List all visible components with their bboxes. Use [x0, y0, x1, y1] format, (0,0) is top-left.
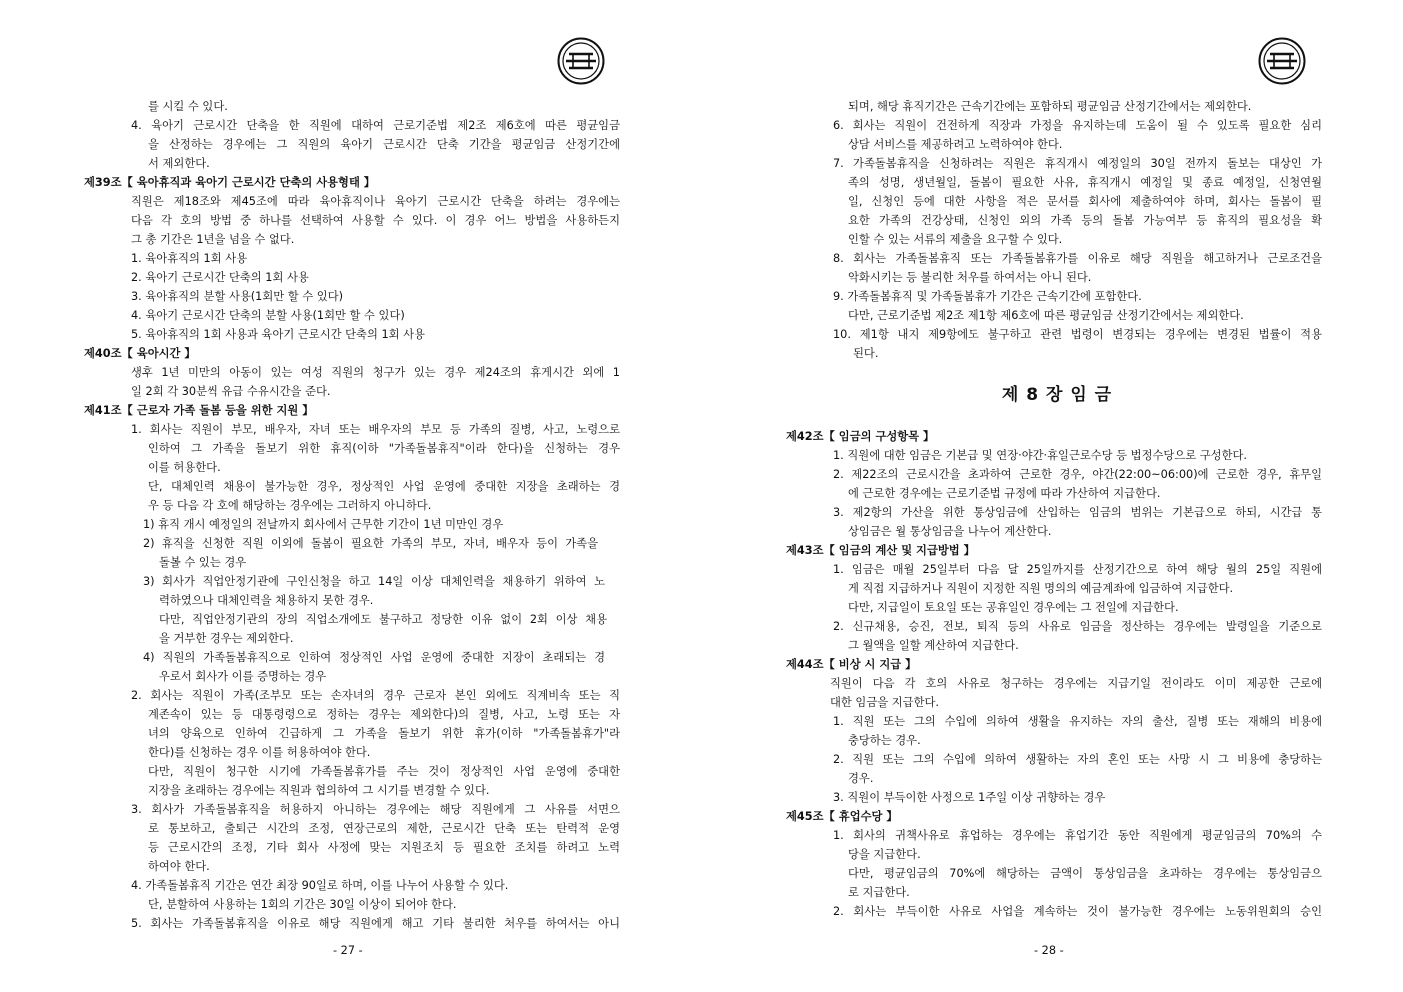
text-line: 2) 휴직을 신청한 직원 이외에 돌봄이 필요한 가족의 부모, 자녀, 배우자 등이 가족을	[143, 537, 598, 550]
text-line: 지장을 초래하는 경우에는 직원과 협의하여 그 시기를 변경할 수 있다.	[148, 784, 490, 797]
text-line: 에 근로한 경우에는 근로기준법 규정에 따라 가산하여 지급한다.	[848, 487, 1161, 500]
article-heading: 제42조【 임금의 구성항목 】	[786, 430, 935, 443]
chapter-title: 제 8 장 임 금	[1001, 385, 1113, 405]
text-line: 1. 회사의 귀책사유로 휴업하는 경우에는 휴업기간 동안 직원에게 평균임금의 70%의 수	[833, 829, 1322, 842]
text-line: 우 등 다음 각 호에 해당하는 경우에는 그러하지 아니하다.	[148, 499, 432, 512]
text-line: 요한 가족의 건강상태, 신청인 외의 가족 등의 돌봄 가능여부 등 휴직의 필요성을 확	[848, 214, 1322, 227]
text-line: 로 지급한다.	[848, 886, 910, 899]
text-line: 한다)를 신청하는 경우 이를 허용하여야 한다.	[148, 746, 371, 759]
text-line: 일, 신청인 등에 대한 사항을 적은 문서를 회사에 제출하여야 하며, 회사는 돌봄이 필	[848, 195, 1322, 208]
text-line: 3. 육아휴직의 분할 사용(1회만 할 수 있다)	[131, 290, 344, 303]
text-line: 단, 대체인력 채용이 불가능한 경우, 정상적인 사업 운영에 중대한 지장을 초래하는 경	[148, 480, 620, 493]
text-line: 1. 직원 또는 그의 수입에 의하여 생활을 유지하는 자의 출산, 질병 또는 재해의 비용에	[833, 715, 1322, 728]
text-line: 2. 신규채용, 승진, 전보, 퇴직 등의 사유로 임금을 정산하는 경우에는 발령일을 기준으로	[833, 620, 1322, 633]
text-line: 을 거부한 경우는 제외한다.	[159, 632, 294, 645]
article-heading: 제44조【 비상 시 지급 】	[786, 658, 917, 671]
text-line: 계존속이 있는 등 대통령령으로 정하는 경우는 제외한다)의 질병, 사고, 노령 또는 자	[148, 708, 620, 721]
text-line: 로 통보하고, 출퇴근 시간의 조정, 연장근로의 제한, 근로시간 단축 또는 탄력적 운영	[148, 822, 620, 835]
text-line: 7. 가족돌봄휴직을 신청하려는 직원은 휴직개시 예정일의 30일 전까지 돌보는 대상인 가	[833, 157, 1322, 170]
text-line: 1) 휴직 개시 예정일의 전날까지 회사에서 근무한 기간이 1년 미만인 경우	[143, 518, 504, 531]
text-line: 2. 육아기 근로시간 단축의 1회 사용	[131, 271, 309, 284]
text-line: 대한 임금을 지급한다.	[830, 696, 939, 709]
text-line: 다만, 직원이 청구한 시기에 가족돌봄휴가를 주는 것이 정상적인 사업 운영에 중대한	[148, 765, 620, 778]
text-line: 2. 회사는 부득이한 사유로 사업을 계속하는 것이 불가능한 경우에는 노동위원회의 승인	[833, 905, 1322, 918]
text-line: 직원이 다음 각 호의 사유로 청구하는 경우에는 지급기일 전이라도 이미 제공한 근로에	[830, 677, 1322, 690]
text-line: 력하였으나 대체인력을 채용하지 못한 경우.	[159, 594, 374, 607]
text-line: 이를 허용한다.	[148, 461, 221, 474]
text-line: 를 시킬 수 있다.	[148, 100, 228, 113]
text-line: 2. 회사는 직원이 가족(조부모 또는 손자녀의 경우 근로자 본인 외에도 직계비속 또는 직	[131, 689, 620, 702]
text-line: 다만, 근로기준법 제2조 제1항 제6호에 따른 평균임금 산정기간에서는 제외한다.	[848, 309, 1244, 322]
text-line: 8. 회사는 가족돌봄휴직 또는 가족돌봄휴가를 이유로 해당 직원을 해고하거나 근로조건을	[833, 252, 1322, 265]
text-line: 게 직접 지급하거나 직원이 지정한 직원 명의의 예금계좌에 입금하여 지급한다.	[848, 582, 1234, 595]
text-line: 단, 분할하여 사용하는 1회의 기간은 30일 이상이 되어야 한다.	[148, 898, 457, 911]
text-line: 족의 성명, 생년월일, 돌봄이 필요한 사유, 휴직개시 예정일 및 종료 예정일, 신청연월	[848, 176, 1322, 189]
text-line: 상임금은 월 통상임금을 나누어 계산한다.	[848, 525, 1052, 538]
text-line: 생후 1년 미만의 아동이 있는 여성 직원의 청구가 있는 경우 제24조의 휴게시간 외에 1	[131, 366, 620, 379]
text-line: 다만, 지급일이 토요일 또는 공휴일인 경우에는 그 전일에 지급한다.	[848, 601, 1179, 614]
text-line: 되며, 해당 휴직기간은 근속기간에는 포함하되 평균임금 산정기간에서는 제외한다.	[848, 100, 1252, 113]
text-line: 2. 직원 또는 그의 수입에 의하여 생활하는 자의 혼인 또는 사망 시 그 비용에 충당하는	[833, 753, 1322, 766]
text-line: 등 근로시간의 조정, 기타 회사 사정에 맞는 지원조치 등 필요한 조치를 하려고 노력	[148, 841, 620, 854]
text-line: 악화시키는 등 불리한 처우를 하여서는 아니 된다.	[848, 271, 1092, 284]
text-line: 9. 가족돌봄휴직 및 가족돌봄휴가 기간은 근속기간에 포함한다.	[833, 290, 1142, 303]
text-line: 4. 가족돌봄휴직 기간은 연간 최장 90일로 하며, 이를 나누어 사용할 수 있다.	[131, 879, 509, 892]
article-heading: 제45조【 휴업수당 】	[786, 810, 898, 823]
text-line: 1. 육아휴직의 1회 사용	[131, 252, 248, 265]
text-line: 5. 회사는 가족돌봄휴직을 이유로 해당 직원에게 해고 기타 불리한 처우를 하여서는 아니	[131, 917, 620, 930]
text-line: 5. 육아휴직의 1회 사용과 육아기 근로시간 단축의 1회 사용	[131, 328, 425, 341]
article-heading: 제39조【 육아휴직과 육아기 근로시간 단축의 사용형태 】	[84, 176, 376, 189]
text-line: 10. 제1항 내지 제9항에도 불구하고 관련 법령이 변경되는 경우에는 변경된 법률이 적용	[833, 328, 1322, 341]
page-number: - 28 -	[1034, 944, 1064, 957]
text-line: 1. 직원에 대한 임금은 기본급 및 연장·야간·휴일근로수당 등 법정수당으로 구성한다.	[833, 449, 1247, 462]
text-line: 인할 수 있는 서류의 제출을 요구할 수 있다.	[848, 233, 1063, 246]
text-line: 6. 회사는 직원이 건전하게 직장과 가정을 유지하는데 도움이 될 수 있도록 필요한 심리	[833, 119, 1322, 132]
page-number: - 27 -	[333, 944, 363, 957]
text-line: 을 산정하는 경우에는 그 직원의 육아기 근로시간 단축 기간을 평균임금 산정기간에	[148, 138, 620, 151]
text-line: 1. 임금은 매월 25일부터 다음 달 25일까지를 산정기간으로 하여 해당 월의 25일 직원에	[833, 563, 1322, 576]
text-line: 3. 직원이 부득이한 사정으로 1주일 이상 귀향하는 경우	[833, 791, 1106, 804]
text-line: 다만, 직업안정기관의 장의 직업소개에도 불구하고 정당한 이유 없이 2회 이상 채용	[159, 613, 607, 626]
article-heading: 제41조【 근로자 가족 돌봄 등을 위한 지원 】	[84, 404, 314, 417]
right-page	[702, 0, 1403, 992]
text-line: 2. 제22조의 근로시간을 초과하여 근로한 경우, 야간(22:00~06:00)에 근로한 경우, 휴무일	[833, 468, 1322, 481]
text-line: 3) 회사가 직업안정기관에 구인신청을 하고 14일 이상 대체인력을 채용하기 위하여 노	[143, 575, 605, 588]
text-line: 우로서 회사가 이를 증명하는 경우	[159, 670, 327, 683]
text-line: 다만, 평균임금의 70%에 해당하는 금액이 통상임금을 초과하는 경우에는 통상임금으	[848, 867, 1322, 880]
text-line: 인하여 그 가족을 돌보기 위한 휴직(이하 "가족돌봄휴직"이라 한다)을 신청하는 경우	[148, 442, 620, 455]
text-line: 돌볼 수 있는 경우	[159, 556, 247, 569]
article-heading: 제43조【 임금의 계산 및 지급방법 】	[786, 544, 975, 557]
text-line: 3. 회사가 가족돌봄휴직을 허용하지 아니하는 경우에는 해당 직원에게 그 사유를 서면으	[131, 803, 620, 816]
text-line: 일 2회 각 30분씩 유급 수유시간을 준다.	[131, 385, 331, 398]
text-line: 경우.	[848, 772, 874, 785]
text-line: 직원은 제18조와 제45조에 따라 육아휴직이나 육아기 근로시간 단축을 하려는 경우에는	[131, 195, 620, 208]
text-line: 녀의 양육으로 인하여 긴급하게 그 가족을 돌보기 위한 휴가(이하 "가족돌봄휴가"라	[148, 727, 620, 740]
text-line: 다음 각 호의 방법 중 하나를 선택하여 사용할 수 있다. 이 경우 어느 방법을 사용하든지	[131, 214, 620, 227]
article-heading: 제40조【 육아시간 】	[84, 347, 196, 360]
text-line: 상담 서비스를 제공하려고 노력하여야 한다.	[848, 138, 1063, 151]
text-line: 4) 직원의 가족돌봄휴직으로 인하여 정상적인 사업 운영에 중대한 지장이 초래되는 경	[143, 651, 605, 664]
text-line: 그 총 기간은 1년을 넘을 수 없다.	[131, 233, 295, 246]
text-line: 된다.	[853, 347, 879, 360]
text-line: 4. 육아기 근로시간 단축을 한 직원에 대하여 근로기준법 제2조 제6호에 따른 평균임금	[131, 119, 620, 132]
text-line: 1. 회사는 직원이 부모, 배우자, 자녀 또는 배우자의 부모 등 가족의 질병, 사고, 노령으로	[131, 423, 620, 436]
text-line: 당을 지급한다.	[848, 848, 921, 861]
text-line: 4. 육아기 근로시간 단축의 분할 사용(1회만 할 수 있다)	[131, 309, 405, 322]
text-line: 그 월액을 일할 계산하여 지급한다.	[848, 639, 1019, 652]
text-line: 서 제외한다.	[148, 157, 210, 170]
text-line: 3. 제2항의 가산을 위한 통상임금에 산입하는 임금의 범위는 기본급으로 하되, 시간급 통	[833, 506, 1322, 519]
text-line: 하여야 한다.	[148, 860, 210, 873]
text-line: 충당하는 경우.	[848, 734, 921, 747]
